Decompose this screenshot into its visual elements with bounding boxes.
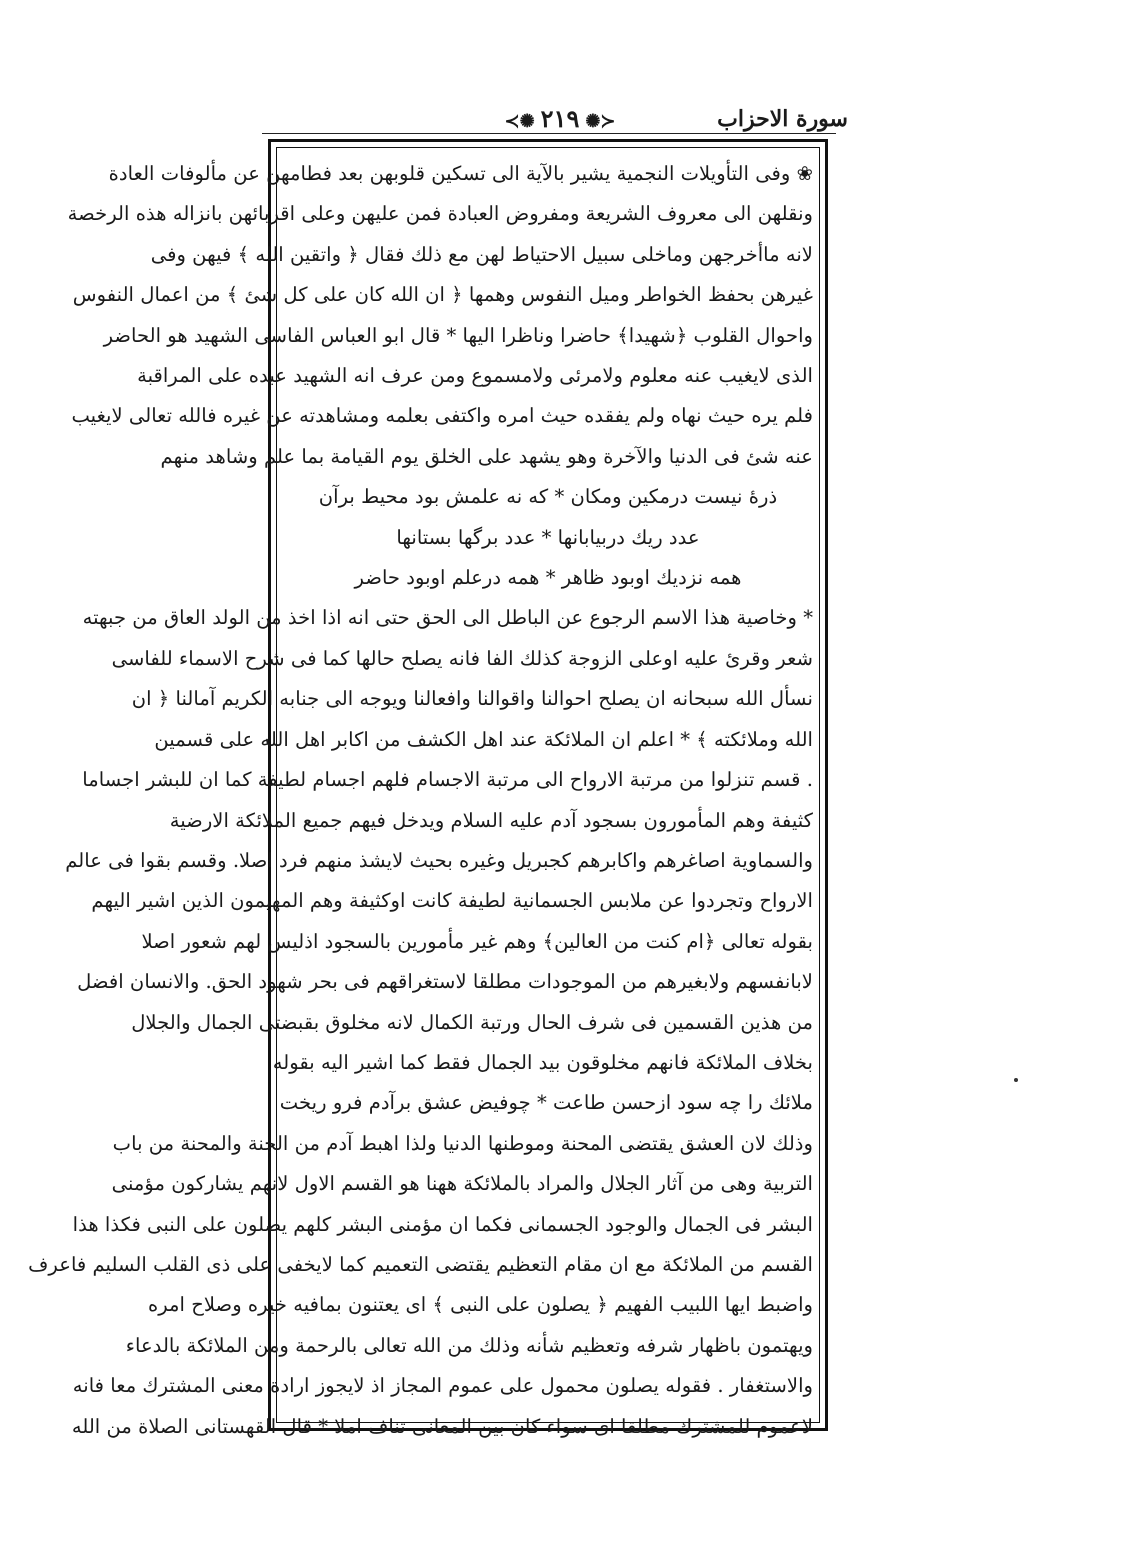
text-line: ويهتمون باظهار شرفه وتعظيم شأنه وذلك من الله تعالى بالرحمة ومن الملائكة بالدعاء — [125, 1333, 813, 1357]
text-line: بقوله تعالى ﴿ام كنت من العالين﴾ وهم غير مأمورين بالسجود اذليس لهم شعور اصلا — [141, 929, 813, 953]
text-line: نسأل الله سبحانه ان يصلح احوالنا واقوالنا وافعالنا ويوجه الى جنابه الكريم آمالنا ﴿ ان — [131, 687, 813, 711]
text-line: ونقلهن الى معروف الشريعة ومفروض العبادة فمن عليهن وعلى اقربائهن بانزاله هذه الرخصة — [67, 202, 813, 226]
text-line: شعر وقرئ عليه اوعلى الزوجة كذلك الفا فانه يصلح حالها كما فى شرح الاسماء للفاسى — [111, 646, 813, 670]
verse-line: همه نزديك اوبود ظاهر * همه درعلم اوبود حاضر — [354, 566, 742, 590]
text-line: كثيفة وهم المأمورون بسجود آدم عليه السلام ويدخل فيهم جميع الملائكة الارضية — [169, 808, 813, 832]
page-number — [480, 104, 640, 133]
text-line: والسماوية اصاغرهم واكابرهم كجبريل وغيره بحيث لايشذ منهم فرد اصلا. وقسم بقوا فى عالم — [65, 848, 813, 872]
text-line: غيرهن بحفظ الخواطر وميل النفوس وهمها ﴿ ان الله كان على كل شئ ﴾ من اعمال النفوس — [72, 283, 813, 307]
text-line: والاستغفار . فقوله يصلون محمول على عموم المجاز اذ لايجوز ارادة معنى المشترك معا فانه — [72, 1374, 813, 1398]
text-frame — [28, 139, 828, 1438]
text-line: لانه ماأخرجهن وماخلى سبيل الاحتياط لهن مع ذلك فقال ﴿ واتقين الله ﴾ فيهن وفى — [150, 242, 813, 266]
verse-line: ذرهٔ نيست درمكين ومكان * كه نه علمش بود محيط برآن — [318, 485, 778, 509]
text-line: لاعموم للمشترك مطلقا اى سواء كان بين المعانى تناف املا * قال القهستانى الصلاة من الله — [71, 1414, 813, 1438]
text-frame-inner — [28, 147, 820, 1438]
text-line: لابانفسهم ولابغيرهم من الموجودات مطلقا لاستغراقهم فى بحر شهود الحق. والانسان افضل — [77, 970, 813, 994]
text-line: * وخاصية هذا الاسم الرجوع عن الباطل الى الحق حتى انه اذا اخذ من الولد العاق من جبهته — [82, 606, 813, 630]
text-line: عنه شئ فى الدنيا والآخرة وهو يشهد على الخلق يوم القيامة بما علم وشاهد منهم — [160, 444, 813, 468]
text-line: البشر فى الجمال والوجود الجسمانى فكما ان مؤمنى البشر كلهم يصلون على النبى فكذا هذا — [72, 1212, 813, 1236]
text-line: فلم يره حيث نهاه ولم يفقده حيث امره واكتفى بعلمه ومشاهدته عن غيره فالله تعالى لايغيب — [71, 404, 813, 428]
text-line: من هذين القسمين فى شرف الحال ورتبة الكمال لانه مخلوق بقبضتى الجمال والجلال — [131, 1010, 813, 1034]
text-line: الله وملائكته ﴾ * اعلم ان الملائكة عند اهل الكشف من اكابر اهل الله على قسمين — [154, 727, 813, 751]
ornament-right-icon: ✺≻ — [504, 111, 535, 132]
text-line: القسم من الملائكة مع ان مقام التعظيم يقتضى التعميم كما لايخفى على ذى القلب السليم فاعرف — [28, 1252, 813, 1276]
ornament-left-icon: ≺✺ — [585, 111, 616, 132]
text-line: الارواح وتجردوا عن ملابس الجسمانية لطيفة كانت اوكثيفة وهم المهيمون الذين اشير اليهم — [91, 889, 813, 913]
page-body — [28, 154, 813, 1438]
text-line: بخلاف الملائكة فانهم مخلوقون بيد الجمال فقط كما اشير اليه بقوله — [272, 1050, 813, 1074]
verse-line: عدد ريك دربيابانها * عدد برگها بستانها — [396, 525, 700, 549]
page-number-text: ٢١٩ — [540, 104, 580, 133]
text-line: . قسم تنزلوا من مرتبة الارواح الى مرتبة الاجسام فلهم اجسام لطيفة كما ان للبشر اجساما — [82, 768, 813, 792]
text-line: واضبط ايها اللبيب الفهيم ﴿ يصلون على النبى ﴾ اى يعتنون بمافيه خيره وصلاح امره — [147, 1293, 813, 1317]
page-header — [262, 100, 848, 140]
text-line: ❀ وفى التأويلات النجمية يشير بالآية الى تسكين قلوبهن بعد فطامهن عن مألوفات العادة — [108, 162, 813, 185]
text-line: الذى لايغيب عنه معلوم ولامرئى ولامسموع ومن عرف انه الشهيد عبده على المراقبة — [137, 364, 813, 388]
verse-line: ملائك را چه سود ازحسن طاعت * چوفيض عشق برآدم فرو ريخت — [279, 1091, 813, 1115]
header-divider — [262, 133, 836, 134]
text-line: التربية وهى من آثار الجلال والمراد بالملائكة ههنا هو القسم الاول لانهم يشاركون مؤمنى — [111, 1172, 813, 1196]
surah-title: سورة الاحزاب — [717, 106, 848, 132]
text-line: واحوال القلوب ﴿شهيدا﴾ حاضرا وناظرا اليها * قال ابو العباس الفاسى الشهيد هو الحاضر — [103, 323, 813, 347]
margin-mark — [1014, 1078, 1018, 1082]
text-line: وذلك لان العشق يقتضى المحنة وموطنها الدنيا ولذا اهبط آدم من الجنة والمحنة من باب — [112, 1131, 813, 1155]
